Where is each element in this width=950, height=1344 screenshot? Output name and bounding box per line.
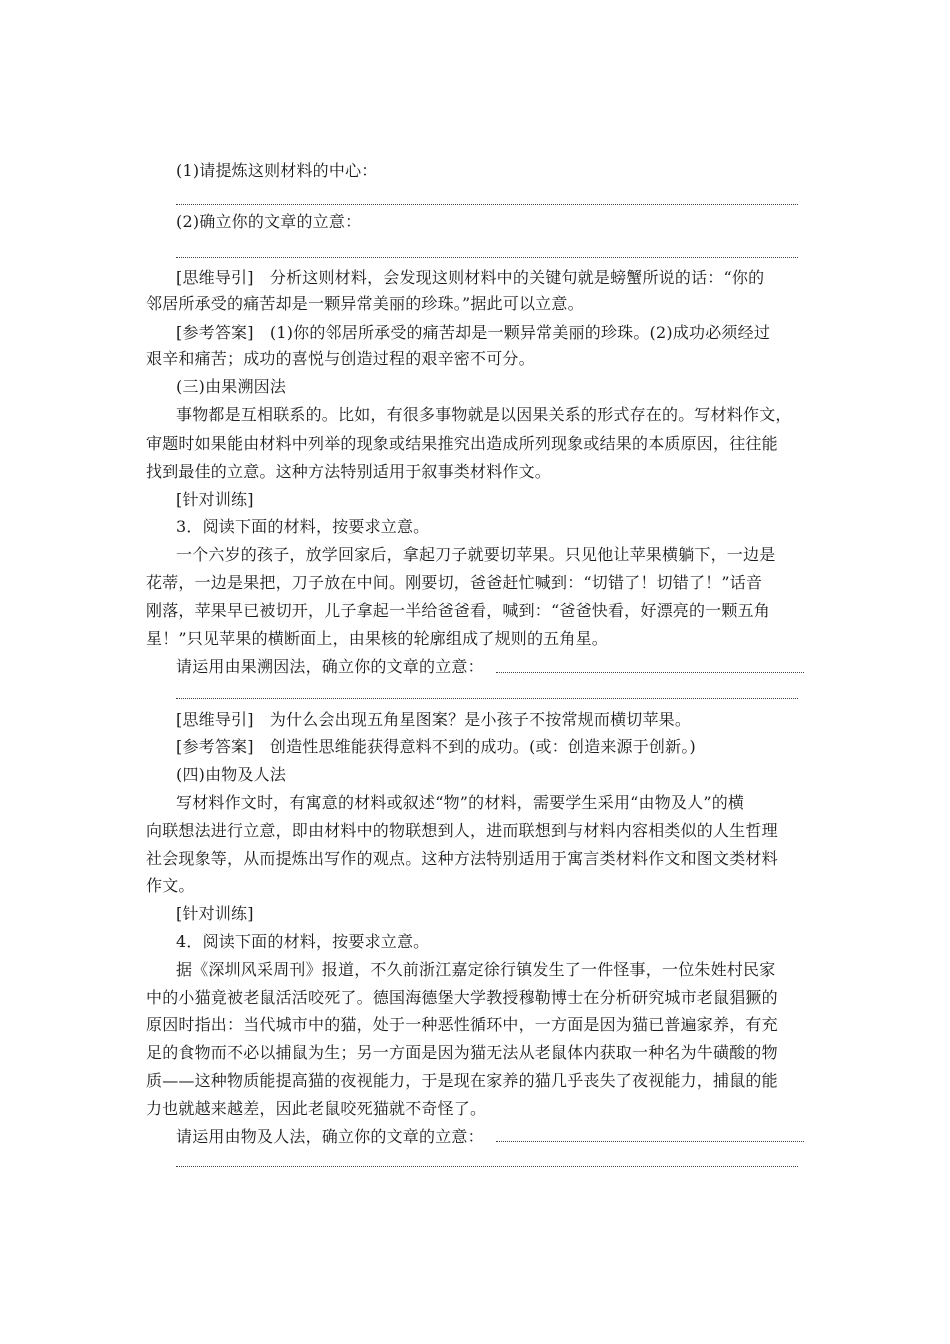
answer-line-1[interactable]: [176, 204, 798, 205]
reference-answer-2-line-2: 艰辛和痛苦；成功的喜悦与创造过程的艰辛密不可分。: [146, 349, 535, 368]
thinking-guide-2-line-2: 邻居所承受的痛苦却是一颗异常美丽的珍珠。”据此可以立意。: [146, 294, 584, 313]
section-4-intro-4: 作文。: [146, 876, 195, 895]
section-4-material-3: 原因时指出：当代城市中的猫，处于一种恶性循环中，一方面是因为猫已普遍家养，有充: [146, 1015, 778, 1034]
section-4-material-4: 足的食物而不必以捕鼠为生；另一方面是因为猫无法从老鼠体内获取一种名为牛磺酸的物: [146, 1043, 778, 1062]
thinking-guide-2-line-1: [思维导引] 分析这则材料，会发现这则材料中的关键句就是螃蟹所说的话：“你的: [176, 268, 765, 287]
section-3-material-1: 一个六岁的孩子，放学回家后，拿起刀子就要切苹果。只见他让苹果横躺下，一边是: [176, 545, 776, 564]
question-1: (1)请提炼这则材料的中心：: [176, 161, 378, 180]
section-3-material-2: 花蒂，一边是果把，刀子放在中间。刚要切，爸爸赶忙喊到：“切错了！切错了！”话音: [146, 573, 763, 592]
section-3-training-label: [针对训练]: [176, 490, 254, 509]
answer-line-2[interactable]: [176, 257, 798, 258]
section-4-training-label: [针对训练]: [176, 904, 254, 923]
section-3-heading: (三)由果溯因法: [176, 377, 287, 396]
section-3-intro-3: 找到最佳的立意。这种方法特别适用于叙事类材料作文。: [146, 462, 552, 481]
section-4-intro-2: 向联想法进行立意，即由材料中的物联想到人，进而联想到与材料内容相类似的人生哲理: [146, 821, 778, 840]
section-3-material-4: 星！”只见苹果的横断面上，由果核的轮廓组成了规则的五角星。: [146, 629, 608, 648]
section-4-material-6: 力也就越来越差，因此老鼠咬死猫就不奇怪了。: [146, 1099, 487, 1118]
section-3-prompt: 请运用由果溯因法，确立你的文章的立意：: [176, 657, 484, 676]
thinking-guide-3: [思维导引] 为什么会出现五角星图案？是小孩子不按常规而横切苹果。: [176, 710, 692, 729]
section-4-material-5: 质——这种物质能提高猫的夜视能力，于是现在家养的猫几乎丧失了夜视能力，捕鼠的能: [146, 1071, 778, 1090]
section-3-answer-line-inline[interactable]: [496, 672, 804, 673]
section-3-answer-line[interactable]: [176, 698, 798, 699]
section-4-task: 4．阅读下面的材料，按要求立意。: [176, 932, 430, 951]
section-4-prompt: 请运用由物及人法，确立你的文章的立意：: [176, 1127, 484, 1146]
section-4-intro-3: 社会现象等，从而提炼出写作的观点。这种方法特别适用于寓言类材料作文和图文类材料: [146, 849, 778, 868]
section-4-answer-line[interactable]: [176, 1166, 798, 1167]
section-3-task: 3．阅读下面的材料，按要求立意。: [176, 517, 430, 536]
section-3-material-3: 刚落，苹果早已被切开，儿子拿起一半给爸爸看，喊到：“爸爸快看，好漂亮的一颗五角: [146, 601, 770, 620]
section-3-intro-1: 事物都是互相联系的。比如，有很多事物就是以因果关系的形式存在的。写材料作文，: [176, 405, 792, 424]
section-3-intro-2: 审题时如果能由材料中列举的现象或结果推究出造成所列现象或结果的本质原因，往往能: [146, 434, 778, 453]
section-4-intro-1: 写材料作文时，有寓意的材料或叙述“物”的材料，需要学生采用“由物及人”的横: [176, 793, 745, 812]
section-4-heading: (四)由物及人法: [176, 765, 287, 784]
reference-answer-2-line-1: [参考答案] (1)你的邻居所承受的痛苦却是一颗异常美丽的珍珠。(2)成功必须经过: [176, 323, 771, 342]
question-2: (2)确立你的文章的立意：: [176, 212, 362, 231]
section-4-material-2: 中的小猫竟被老鼠活活咬死了。德国海德堡大学教授穆勒博士在分析研究城市老鼠猖獗的: [146, 988, 778, 1007]
reference-answer-3: [参考答案] 创造性思维能获得意料不到的成功。(或：创造来源于创新。): [176, 737, 696, 756]
section-4-material-1: 据《深圳风采周刊》报道，不久前浙江嘉定徐行镇发生了一件怪事，一位朱姓村民家: [176, 960, 776, 979]
section-4-answer-line-inline[interactable]: [496, 1141, 804, 1142]
